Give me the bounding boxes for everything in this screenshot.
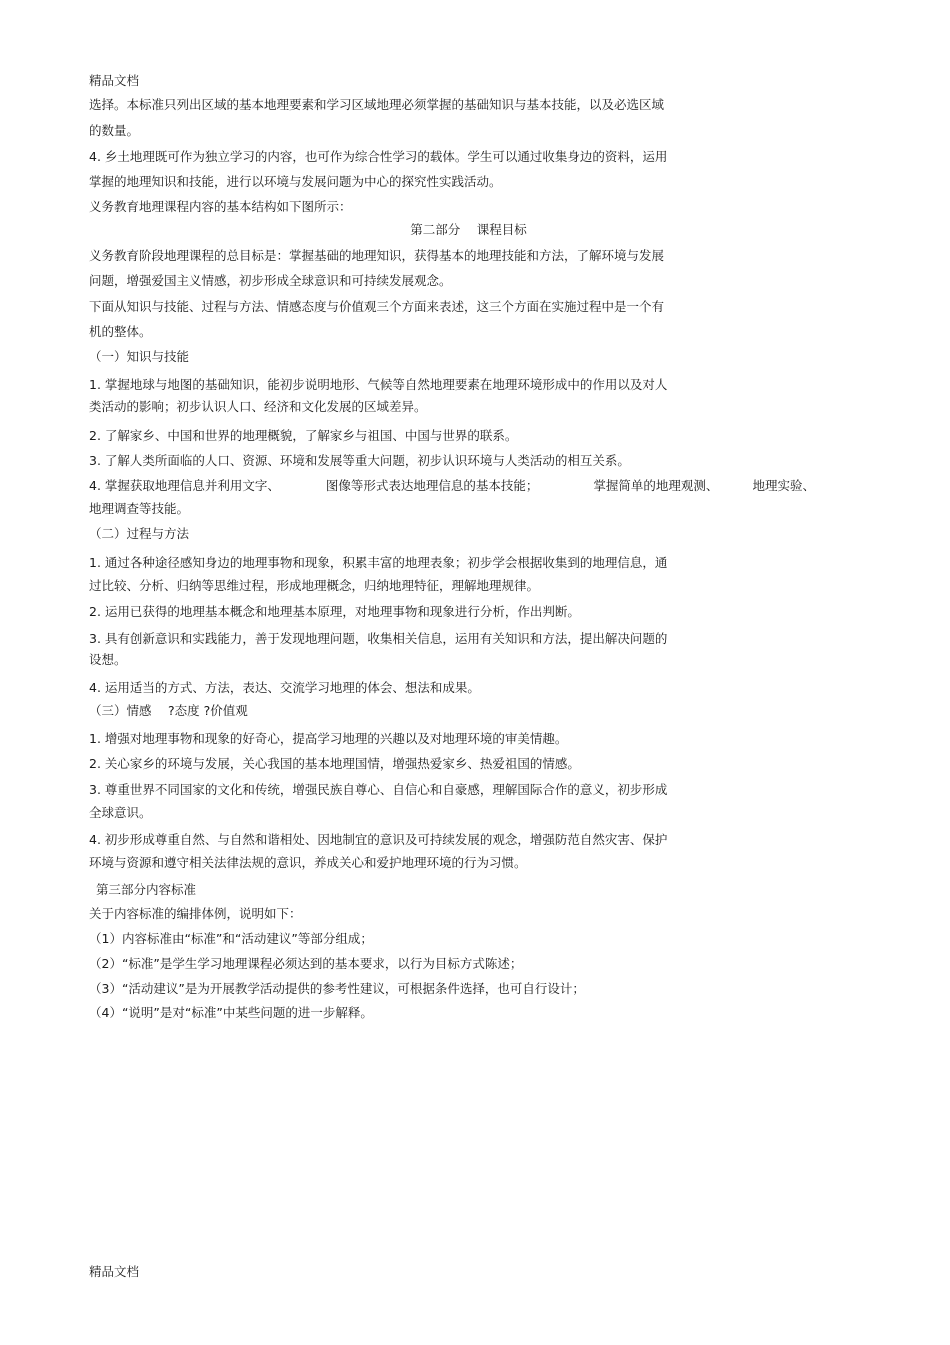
text-line: 4. 初步形成尊重自然、与自然和谐相处、因地制宜的意识及可持续发展的观念，增强防范自然灾害、保护 [89,832,668,847]
text-line: 2. 运用已获得的地理基本概念和地理基本原理，对地理事物和现象进行分析，作出判断。 [89,604,580,619]
text-line: 设想。 [89,652,127,667]
page-footer: 精品文档 [89,1264,140,1279]
list-item: （4）“说明”是对“标准”中某些问题的进一步解释。 [89,1005,373,1020]
text-segment: 4. 掌握获取地理信息并利用文字、 [89,478,280,493]
text-line: 问题，增强爱国主义情感，初步形成全球意识和可持续发展观念。 [89,273,452,288]
text-line: 关于内容标准的编排体例，说明如下： [89,906,302,921]
text-line-segmented [89,478,815,494]
text-line: 3. 了解人类所面临的人口、资源、环境和发展等重大问题，初步认识环境与人类活动的相互关系。 [89,453,630,468]
text-line: 义务教育地理课程内容的基本结构如下图所示： [89,199,352,214]
text-line: 1. 掌握地球与地图的基础知识，能初步说明地形、气候等自然地理要素在地理环境形成中的作用以及对人 [89,377,668,392]
text-segment: 地理实验、 [752,478,815,493]
text-line: 环境与资源和遵守相关法律法规的意识，养成关心和爱护地理环境的行为习惯。 [89,855,527,870]
text-segment: 掌握简单的地理观测、 [593,478,719,493]
list-item: （1）内容标准由“标准”和“活动建议”等部分组成； [89,931,373,946]
section-heading: 第三部分内容标准 [96,882,197,897]
text-line: 掌握的地理知识和技能，进行以环境与发展问题为中心的探究性实践活动。 [89,174,502,189]
text-line: 地理调查等技能。 [89,501,190,516]
text-line: 机的整体。 [89,324,152,339]
section-heading: 第二部分 课程目标 [410,222,527,237]
text-line: 选择。本标准只列出区域的基本地理要素和学习区域地理必须掌握的基础知识与基本技能，以及必选区域 [89,97,665,112]
text-line: 的数量。 [89,123,140,138]
list-item: （3）“活动建议”是为开展教学活动提供的参考性建议，可根据条件选择，也可自行设计； [89,981,585,996]
text-line: 4. 乡土地理既可作为独立学习的内容，也可作为综合性学习的载体。学生可以通过收集身边的资料，运用 [89,149,668,164]
text-line: 2. 了解家乡、中国和世界的地理概貌，了解家乡与祖国、中国与世界的联系。 [89,428,518,443]
text-line: 1. 增强对地理事物和现象的好奇心，提高学习地理的兴趣以及对地理环境的审美情趣。 [89,731,568,746]
text-segment: 图像等形式表达地理信息的基本技能； [325,478,539,493]
subsection-heading: （三）情感 ?态度 ?价值观 [89,703,248,718]
text-line: 4. 运用适当的方式、方法，表达、交流学习地理的体会、想法和成果。 [89,680,480,695]
text-line: 3. 具有创新意识和实践能力，善于发现地理问题，收集相关信息，运用有关知识和方法，提出解决问题的 [89,631,668,646]
text-line: 全球意识。 [89,805,152,820]
page-header: 精品文档 [89,73,140,88]
text-line: 类活动的影响；初步认识人口、经济和文化发展的区域差异。 [89,399,427,414]
text-line: 2. 关心家乡的环境与发展，关心我国的基本地理国情，增强热爱家乡、热爱祖国的情感。 [89,756,580,771]
text-line: 3. 尊重世界不同国家的文化和传统，增强民族自尊心、自信心和自豪感，理解国际合作的意义，初步形成 [89,782,668,797]
text-line: 下面从知识与技能、过程与方法、情感态度与价值观三个方面来表述，这三个方面在实施过程中是一个有 [89,299,665,314]
text-line: 过比较、分析、归纳等思维过程，形成地理概念，归纳地理特征，理解地理规律。 [89,578,540,593]
subsection-heading: （一）知识与技能 [89,349,190,364]
list-item: （2）“标准”是学生学习地理课程必须达到的基本要求，以行为目标方式陈述； [89,956,523,971]
text-line: 义务教育阶段地理课程的总目标是：掌握基础的地理知识，获得基本的地理技能和方法，了解环境与发展 [89,248,665,263]
text-line: 1. 通过各种途径感知身边的地理事物和现象，积累丰富的地理表象；初步学会根据收集到的地理信息，通 [89,555,668,570]
subsection-heading: （二）过程与方法 [89,526,190,541]
